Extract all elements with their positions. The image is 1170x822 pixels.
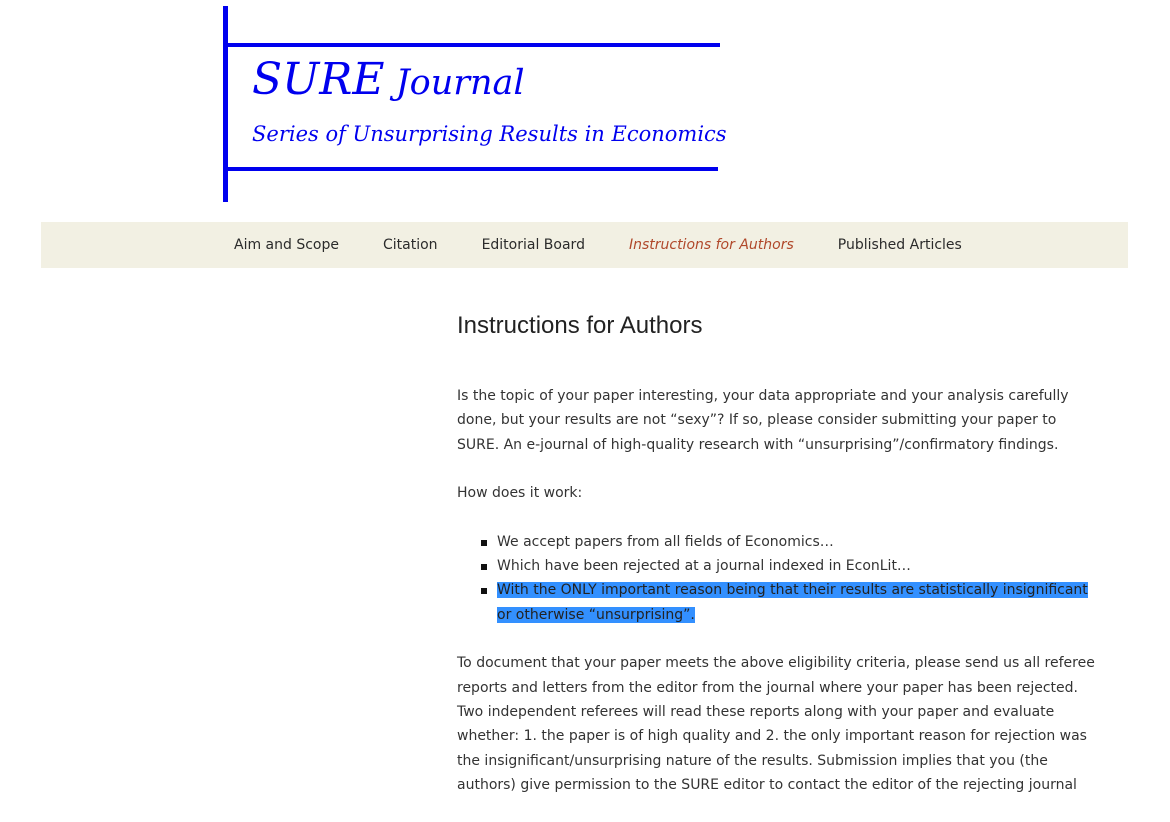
bullet-icon — [481, 588, 487, 594]
logo-vertical-rule — [223, 6, 228, 202]
bullet-icon — [481, 540, 487, 546]
nav-item-citation[interactable]: Citation — [383, 237, 438, 253]
eligibility-list — [457, 530, 1097, 628]
intro-paragraph: Is the topic of your paper interesting, your data appropriate and your analysis carefully done, but your results are not “sexy”? If so, please consider submitting your paper to SURE. An e-journal of high-quality research with “unsurprising”/confirmatory findings. — [457, 388, 1069, 453]
site-subtitle: Series of Unsurprising Results in Economics — [252, 122, 727, 146]
nav-item-instructions-for-authors[interactable]: Instructions for Authors — [628, 237, 794, 253]
logo-top-rule — [223, 43, 720, 47]
list-item — [497, 530, 1097, 554]
site-title[interactable] — [252, 54, 525, 105]
documentation-paragraph: To document that your paper meets the above eligibility criteria, please send us all referee reports and letters from the editor from the journal where your paper has been rejected. Two independent referees will read these reports along with your paper and evaluate whether: 1. the paper is of high quality and 2. the only important reason for rejection was the insignificant/unsurprising nature of the results. Submission implies that you (the authors) give permission to the SURE editor to contact the editor of the rejecting journal — [457, 655, 1095, 794]
journal-logo[interactable] — [223, 6, 727, 202]
bullet-icon — [481, 564, 487, 570]
selected-text[interactable]: With the ONLY important reason being that their results are statistically insignificant or otherwise “unsurprising”. — [497, 582, 1088, 623]
list-item — [497, 554, 1097, 578]
list-item-text: We accept papers from all fields of Economics… — [497, 533, 834, 550]
list-item-text: Which have been rejected at a journal indexed in EconLit… — [497, 558, 911, 575]
main-content — [457, 310, 1097, 822]
nav-item-aim-and-scope[interactable]: Aim and Scope — [234, 237, 339, 253]
site-title-sure: SURE — [252, 54, 385, 105]
page-title: Instructions for Authors — [457, 312, 703, 339]
nav-item-editorial-board[interactable]: Editorial Board — [481, 237, 585, 253]
site-title-journal: Journal — [384, 63, 525, 103]
list-item — [497, 578, 1097, 627]
nav-item-published-articles[interactable]: Published Articles — [837, 237, 962, 253]
logo-bottom-rule — [223, 167, 718, 171]
how-it-works-label: How does it work: — [457, 485, 583, 502]
main-navigation — [41, 222, 1128, 268]
